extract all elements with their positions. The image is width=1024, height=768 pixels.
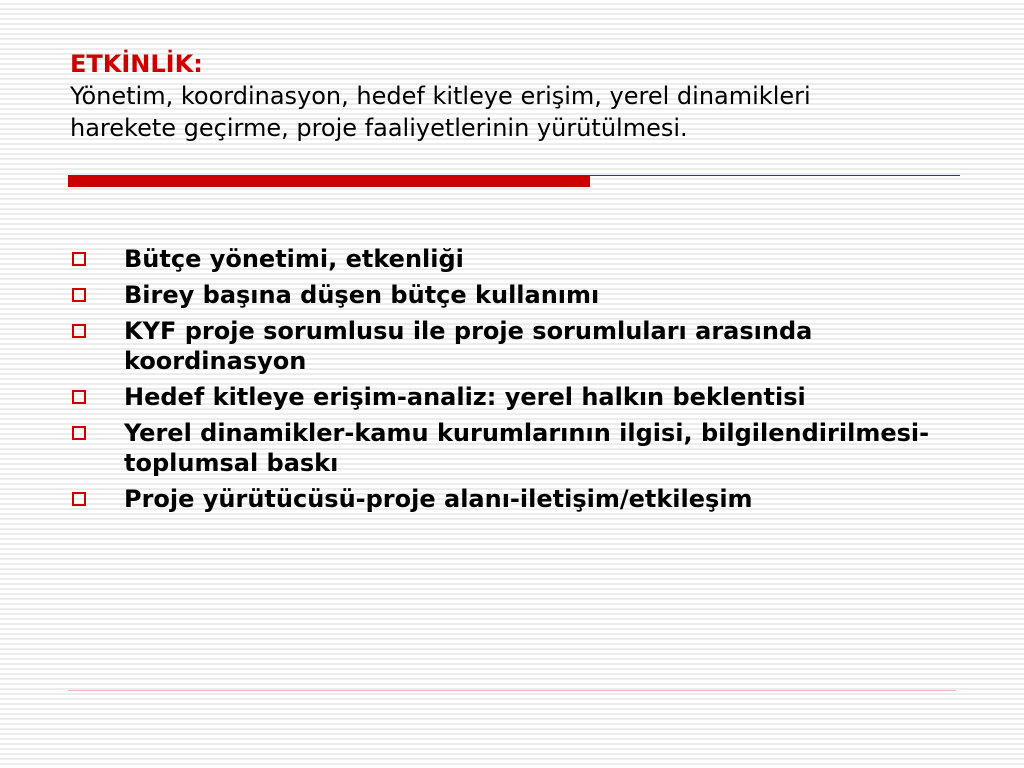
bullet-list (70, 244, 960, 520)
hollow-square-bullet-icon (72, 252, 86, 266)
bullet-text: KYF proje sorumlusu ile proje sorumluları arasında koordinasyon (124, 317, 813, 375)
bullet-item (70, 244, 960, 274)
bullet-item (70, 280, 960, 310)
title-underline-thick (68, 175, 590, 187)
bullet-item (70, 484, 960, 514)
bullet-item (70, 316, 960, 376)
hollow-square-bullet-icon (72, 492, 86, 506)
bullet-text: Hedef kitleye erişim-analiz: yerel halkın beklentisi (124, 383, 806, 411)
bullet-text: Birey başına düşen bütçe kullanımı (124, 281, 600, 309)
title-text: Yönetim, koordinasyon, hedef kitleye erişim, yerel dinamikleri harekete geçirme, proje faaliyetlerinin yürütülmesi. (70, 82, 811, 142)
footer-divider (68, 690, 956, 691)
bullet-text: Bütçe yönetimi, etkenliği (124, 245, 464, 273)
hollow-square-bullet-icon (72, 426, 86, 440)
hollow-square-bullet-icon (72, 390, 86, 404)
title-label: ETKİNLİK: (70, 50, 203, 78)
bullet-text: Proje yürütücüsü-proje alanı-iletişim/etkileşim (124, 485, 753, 513)
title-block (70, 48, 850, 144)
bullet-item (70, 382, 960, 412)
hollow-square-bullet-icon (72, 288, 86, 302)
title-underline-thin (590, 175, 960, 176)
bullet-text: Yerel dinamikler-kamu kurumlarının ilgisi, bilgilendirilmesi-toplumsal baskı (124, 419, 930, 477)
bullet-item (70, 418, 960, 478)
hollow-square-bullet-icon (72, 324, 86, 338)
